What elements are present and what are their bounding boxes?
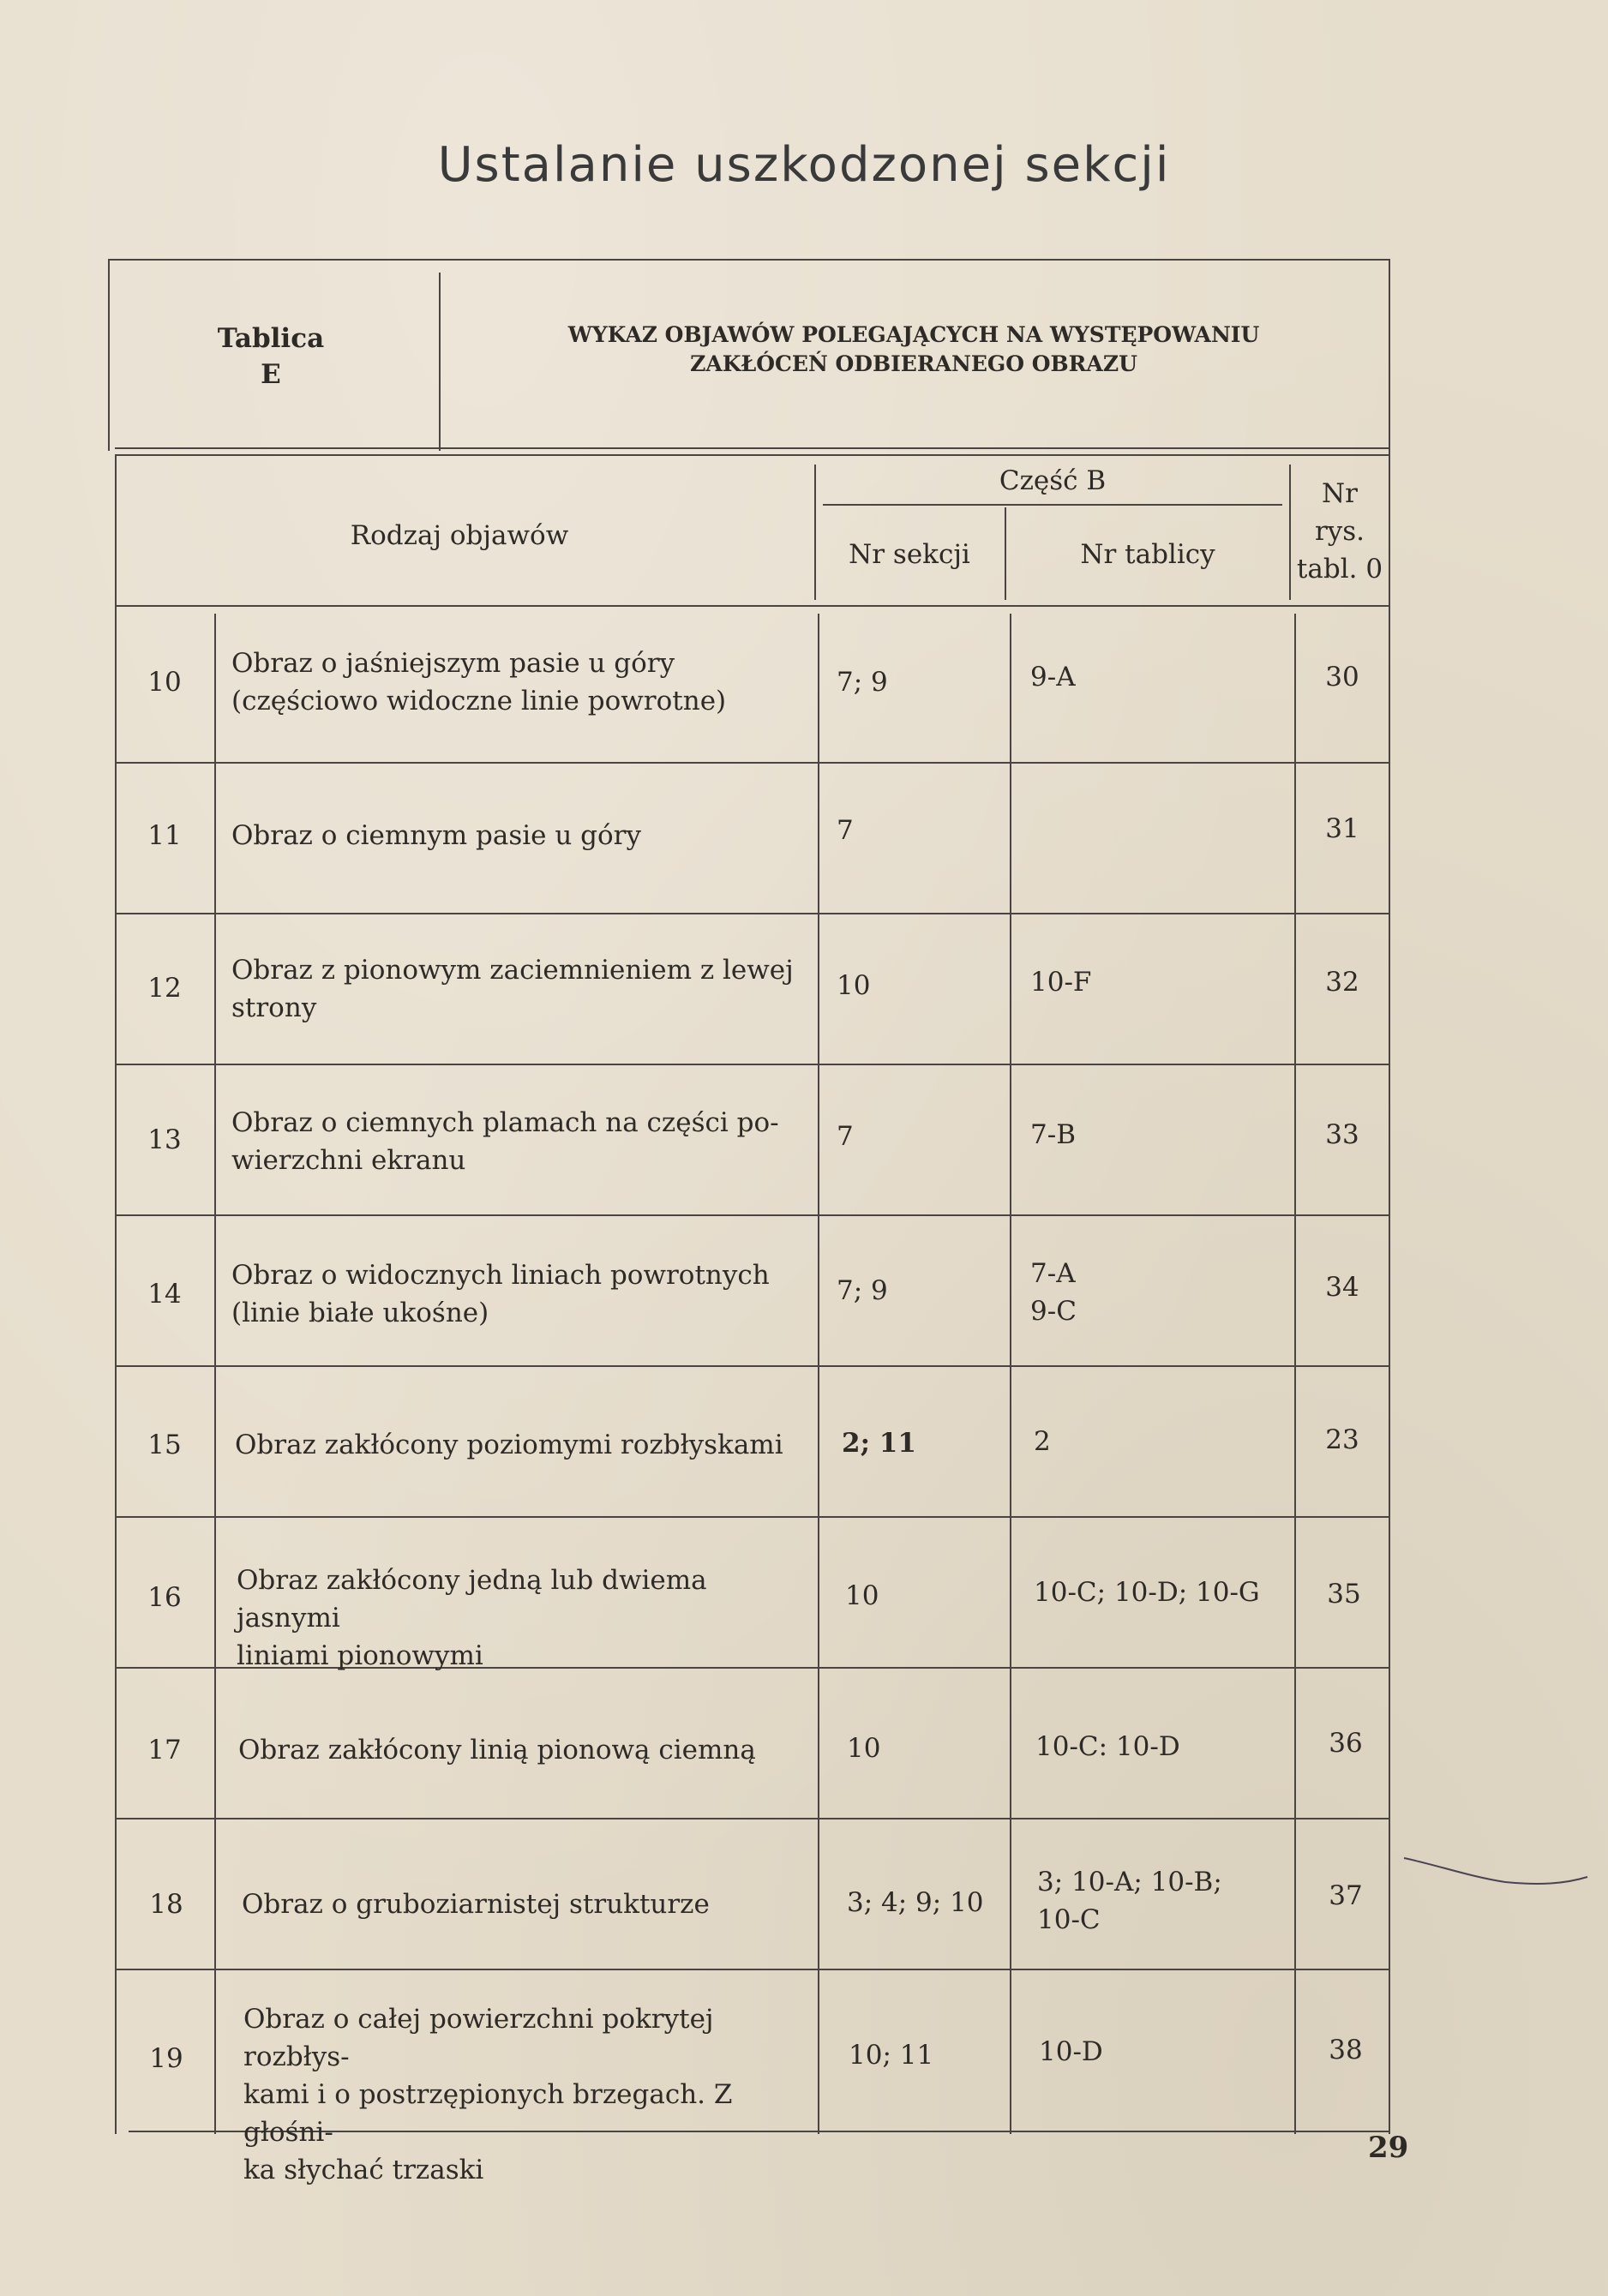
symptom-line: Obraz o ciemnych plamach na części po- bbox=[231, 1107, 779, 1138]
symptom-line: (częściowo widoczne linie powrotne) bbox=[231, 686, 727, 716]
row-symptom bbox=[231, 951, 806, 1027]
symptom-line: Obraz o ciemnym pasie u góry bbox=[231, 820, 642, 851]
symptom-line: Obraz o gruboziarnistej strukturze bbox=[242, 1889, 710, 1920]
row-section: 10 bbox=[837, 970, 871, 1001]
row-separator bbox=[115, 1214, 1390, 1216]
table-label bbox=[159, 321, 382, 393]
row-number: 11 bbox=[147, 820, 182, 851]
row-section: 7 bbox=[837, 815, 854, 846]
row-number: 15 bbox=[147, 1430, 182, 1460]
row-section: 10; 11 bbox=[849, 2040, 934, 2071]
pen-stroke-mark bbox=[1402, 1848, 1591, 1899]
row-symptom bbox=[238, 1731, 813, 1769]
row-table bbox=[1037, 1863, 1294, 1939]
row-symptom bbox=[231, 1104, 806, 1179]
symptom-line: strony bbox=[231, 992, 317, 1023]
table-ref-line: 9-A bbox=[1030, 662, 1076, 692]
row-separator bbox=[115, 1818, 1390, 1819]
row-table bbox=[1030, 658, 1287, 696]
col-part-b: Część B bbox=[999, 465, 1107, 496]
symptom-line: wierzchni ekranu bbox=[231, 1145, 466, 1176]
row-symptom bbox=[231, 1256, 806, 1332]
col-fig bbox=[1291, 475, 1389, 588]
row-fig: 32 bbox=[1325, 967, 1359, 998]
row-number: 17 bbox=[147, 1735, 182, 1765]
col-section-no: Nr sekcji bbox=[849, 539, 970, 570]
table-ref-line: 7-A bbox=[1030, 1258, 1076, 1289]
row-section: 3; 4; 9; 10 bbox=[847, 1887, 984, 1918]
table-ref-line: 10-C; 10-D; 10-G bbox=[1034, 1577, 1260, 1608]
table-left-border-top bbox=[108, 259, 110, 451]
row-fig: 34 bbox=[1325, 1272, 1359, 1303]
table-label-line2: E bbox=[261, 359, 281, 390]
row-fig: 23 bbox=[1325, 1424, 1359, 1455]
page-title: Ustalanie uszkodzonej sekcji bbox=[437, 137, 1171, 193]
symptom-line: Obraz zakłócony linią pionową ciemną bbox=[238, 1735, 756, 1765]
row-number: 13 bbox=[147, 1124, 182, 1155]
table-right-border bbox=[1389, 259, 1390, 2134]
row-fig: 31 bbox=[1325, 813, 1359, 844]
row-table bbox=[1030, 1116, 1287, 1154]
symptom-line: liniami pionowymi bbox=[237, 1640, 483, 1671]
row-symptom bbox=[231, 817, 806, 854]
row-number: 10 bbox=[147, 667, 182, 698]
row-symptom bbox=[242, 1885, 816, 1923]
title-block-bottom-2 bbox=[115, 454, 1390, 456]
symptom-line: kami i o postrzępionych brzegach. Z głośni- bbox=[243, 2079, 733, 2148]
body-divider-no bbox=[214, 614, 216, 2134]
row-section: 2; 11 bbox=[842, 1428, 916, 1459]
row-symptom bbox=[235, 1426, 809, 1464]
row-separator bbox=[115, 913, 1390, 914]
row-number: 12 bbox=[147, 973, 182, 1004]
row-section: 10 bbox=[845, 1580, 879, 1611]
symptom-line: Obraz o jaśniejszym pasie u góry bbox=[231, 648, 675, 679]
header-divider-1 bbox=[814, 465, 816, 600]
row-separator bbox=[115, 1516, 1390, 1518]
row-symptom bbox=[243, 2000, 818, 2189]
title-block-bottom-1 bbox=[115, 447, 1390, 449]
row-section: 7; 9 bbox=[837, 667, 888, 698]
row-separator bbox=[115, 762, 1390, 764]
symptom-line: Obraz o widocznych liniach powrotnych bbox=[231, 1260, 770, 1291]
row-symptom bbox=[237, 1562, 811, 1675]
row-table bbox=[1039, 2033, 1296, 2071]
table-ref-line: 10-C: 10-D bbox=[1035, 1731, 1180, 1762]
symptom-line: (linie białe ukośne) bbox=[231, 1298, 489, 1328]
row-number: 18 bbox=[149, 1889, 183, 1920]
row-symptom bbox=[231, 644, 806, 720]
row-fig: 35 bbox=[1327, 1579, 1361, 1610]
table-label-line1: Tablica bbox=[217, 323, 325, 354]
symptom-line: Obraz zakłócony jedną lub dwiema jasnymi bbox=[237, 1565, 707, 1634]
row-fig: 37 bbox=[1329, 1880, 1363, 1911]
row-table bbox=[1034, 1423, 1291, 1460]
col-fig-line2: rys. bbox=[1314, 516, 1365, 547]
table-top-border bbox=[108, 259, 1390, 261]
table-heading bbox=[459, 321, 1368, 379]
row-fig: 36 bbox=[1329, 1728, 1363, 1759]
table-heading-line1: WYKAZ OBJAWÓW POLEGAJĄCYCH NA WYSTĘPOWANIU bbox=[567, 322, 1260, 347]
row-fig: 33 bbox=[1325, 1119, 1359, 1150]
row-number: 14 bbox=[147, 1279, 182, 1310]
table-ref-line: 7-B bbox=[1030, 1119, 1076, 1150]
row-separator bbox=[115, 1365, 1390, 1367]
table-ref-line: 3; 10-A; 10-B; bbox=[1037, 1867, 1222, 1897]
col-symptom: Rodzaj objawów bbox=[350, 520, 569, 551]
table-heading-line2: ZAKŁÓCEŃ ODBIERANEGO OBRAZU bbox=[690, 351, 1137, 376]
table-ref-line: 9-C bbox=[1030, 1296, 1077, 1327]
symptom-line: Obraz o całej powierzchni pokrytej rozbłys- bbox=[243, 2004, 714, 2072]
title-block-divider bbox=[439, 273, 441, 451]
table-ref-line: 10-C bbox=[1037, 1904, 1101, 1935]
row-fig: 30 bbox=[1325, 662, 1359, 692]
row-section: 7 bbox=[837, 1121, 854, 1152]
symptom-line: ka słychać trzaski bbox=[243, 2155, 484, 2185]
header-bottom bbox=[115, 605, 1390, 607]
row-section: 10 bbox=[847, 1733, 881, 1764]
row-number: 19 bbox=[149, 2043, 183, 2074]
row-table bbox=[1034, 1574, 1294, 1611]
row-separator bbox=[115, 1064, 1390, 1065]
part-b-underline bbox=[823, 504, 1282, 506]
symptom-line: Obraz z pionowym zaciemnieniem z lewej bbox=[231, 955, 794, 986]
body-divider-symptom bbox=[818, 614, 819, 2134]
table-ref-line: 10-D bbox=[1039, 2036, 1103, 2067]
col-fig-line1: Nr bbox=[1322, 478, 1358, 509]
table-ref-line: 10-F bbox=[1030, 967, 1092, 998]
row-separator bbox=[115, 1969, 1390, 1970]
row-fig: 38 bbox=[1329, 2035, 1363, 2065]
page-number: 29 bbox=[1368, 2131, 1409, 2165]
row-number: 16 bbox=[147, 1582, 182, 1613]
row-table bbox=[1035, 1728, 1293, 1765]
col-fig-line3: tabl. 0 bbox=[1296, 554, 1383, 584]
row-table bbox=[1030, 1255, 1287, 1330]
row-table bbox=[1030, 963, 1287, 1001]
symptom-line: Obraz zakłócony poziomymi rozbłyskami bbox=[235, 1430, 783, 1460]
col-table-no: Nr tablicy bbox=[1080, 539, 1215, 570]
table-ref-line: 2 bbox=[1034, 1426, 1051, 1457]
row-section: 7; 9 bbox=[837, 1275, 888, 1306]
